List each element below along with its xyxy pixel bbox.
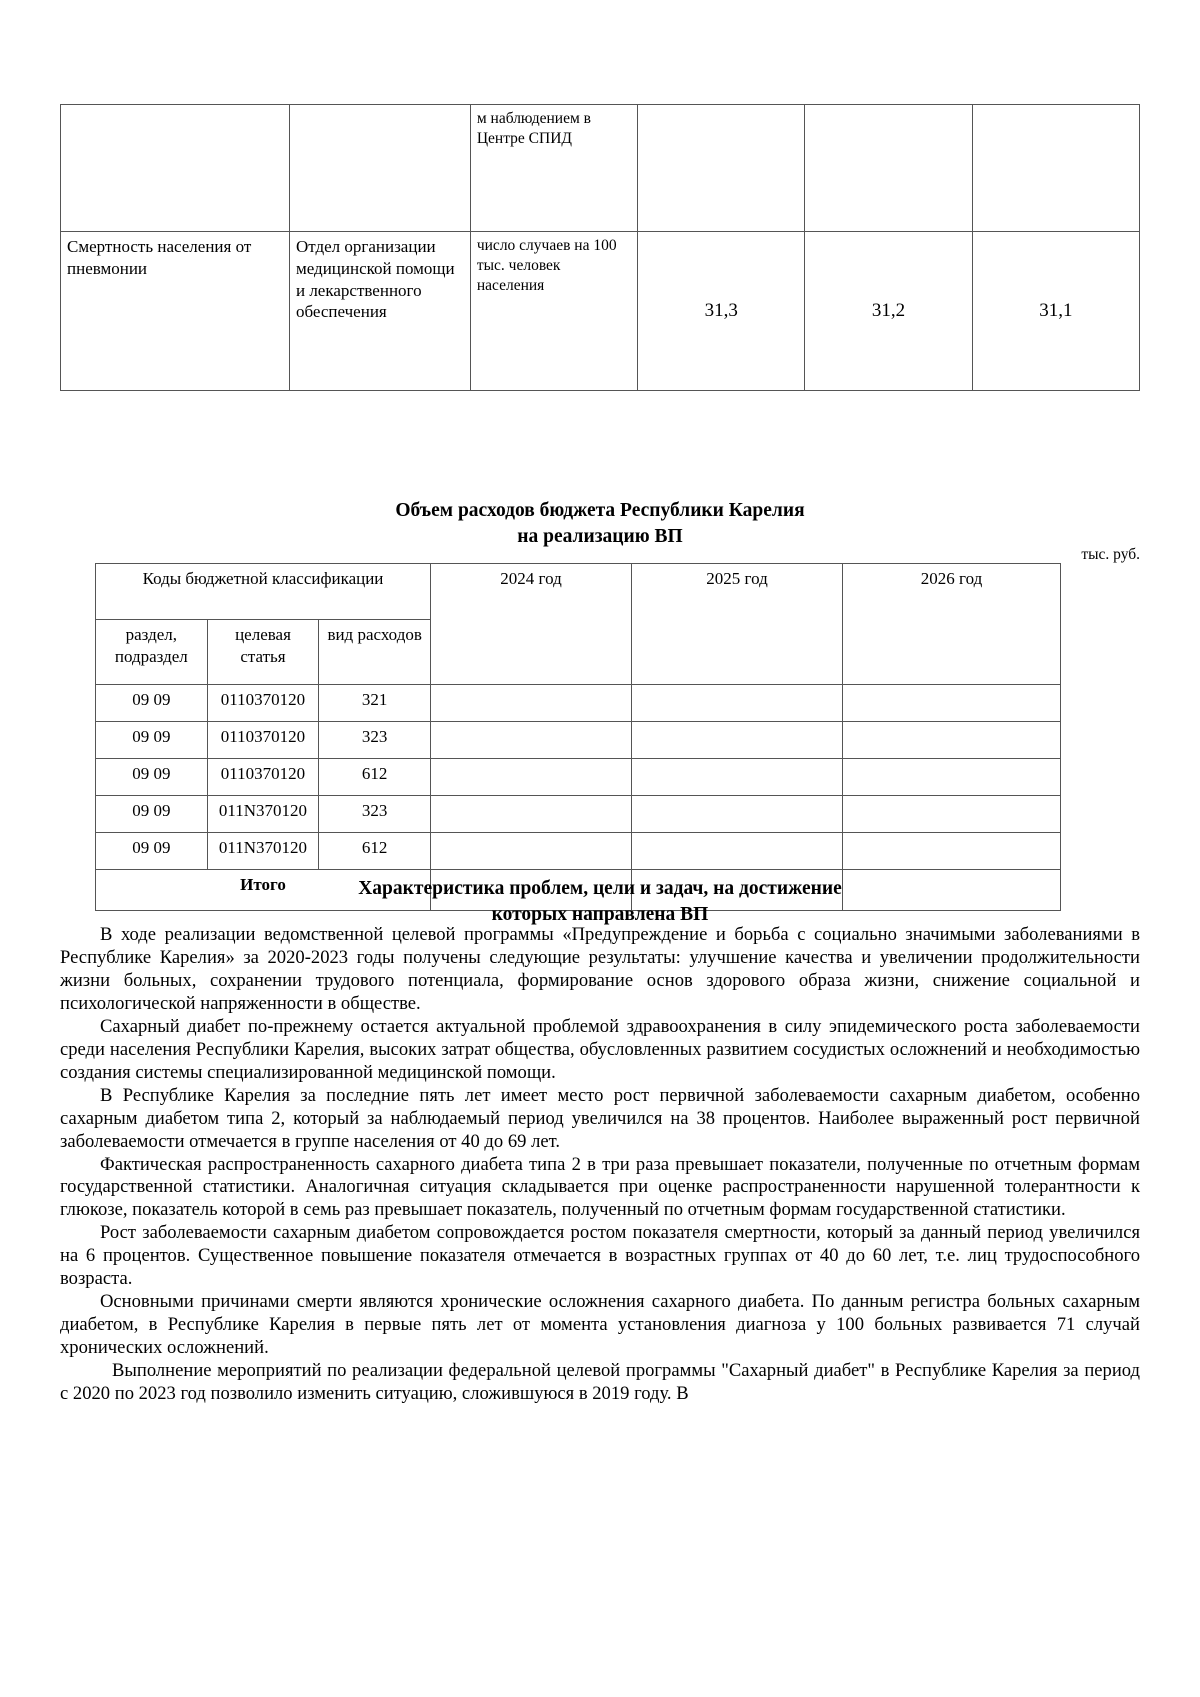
paragraph: В ходе реализации ведомственной целевой программы «Предупреждение и борьба с социально значимыми заболеваниями в Республике Карелия» за 2020-2023 годы получены следующие результаты: улучшение качества и увеличении продолжительности жизни больных, сохранении трудового потенциала, формирование основ здорового образа жизни, снижение социальной и психологической напряженности в обществе. <box>60 924 1140 1014</box>
characteristics-heading-line1: Характеристика проблем, цели и задач, на достижение <box>358 878 842 899</box>
table-row <box>96 759 1061 796</box>
paragraph: Рост заболеваемости сахарным диабетом сопровождается ростом показателя смертности, который за данный период увеличился на 6 процентов. Существенное повышение показателя отмечается в возрастных группах от 40 до 60 лет, т.е. лиц трудоспособного возраста. <box>60 1222 1140 1290</box>
budget-year-header-2026: 2026 год <box>843 564 1061 685</box>
budget-amount-2025 <box>632 722 843 759</box>
table-row <box>61 232 1140 391</box>
budget-section-cell: 09 09 <box>96 833 208 870</box>
budget-target-article-cell: 0110370120 <box>207 685 319 722</box>
budget-heading-line1: Объем расходов бюджета Республики Карелия <box>395 500 805 521</box>
units-note: тыс. руб. <box>1081 546 1140 563</box>
paragraph: Основными причинами смерти являются хронические осложнения сахарного диабета. По данным регистра больных сахарным диабетом, в Республике Карелия в первые пять лет от момента установления диагноза у 100 больных развивается 71 случай хронических осложнений. <box>60 1291 1140 1359</box>
indicator-name-cell: Смертность населения от пневмонии <box>61 232 290 391</box>
budget-expense-type-cell: 612 <box>319 759 431 796</box>
table-row <box>96 833 1061 870</box>
indicator-unit-cell: м наблюдением в Центре СПИД <box>470 105 637 232</box>
budget-amount-2024 <box>431 759 632 796</box>
paragraph: Выполнение мероприятий по реализации федеральной целевой программы "Сахарный диабет" в Республике Карелия за период с 2020 по 2023 год позволило изменить ситуацию, сложившуюся в 2019 году. В <box>60 1360 1140 1405</box>
budget-amount-2026 <box>843 796 1061 833</box>
indicator-department-cell: Отдел организации медицинской помощи и лекарственного обеспечения <box>289 232 470 391</box>
budget-target-article-cell: 011N370120 <box>207 796 319 833</box>
budget-target-article-cell: 0110370120 <box>207 722 319 759</box>
table-row <box>61 105 1140 232</box>
budget-amount-2026 <box>843 833 1061 870</box>
budget-table-body <box>96 564 1061 911</box>
budget-amount-2026 <box>843 685 1061 722</box>
budget-amount-2026 <box>843 759 1061 796</box>
budget-subheader-expense-type: вид расходов <box>319 620 431 685</box>
budget-section-cell: 09 09 <box>96 759 208 796</box>
table-row <box>96 796 1061 833</box>
budget-year-header-2024: 2024 год <box>431 564 632 685</box>
budget-amount-2024 <box>431 833 632 870</box>
budget-section-cell: 09 09 <box>96 796 208 833</box>
indicator-unit-cell: число случаев на 100 тыс. человек населения <box>470 232 637 391</box>
indicator-name-cell <box>61 105 290 232</box>
table-row <box>96 685 1061 722</box>
budget-amount-2025 <box>632 685 843 722</box>
budget-subheader-target-article: целевая статья <box>207 620 319 685</box>
budget-expense-type-cell: 321 <box>319 685 431 722</box>
indicator-value-2026: 31,1 <box>972 232 1139 391</box>
budget-total-label: Итого <box>96 870 431 911</box>
budget-amount-2026 <box>843 722 1061 759</box>
indicators-table <box>60 104 1140 391</box>
budget-expense-type-cell: 323 <box>319 722 431 759</box>
budget-expense-type-cell: 612 <box>319 833 431 870</box>
budget-year-header-2025: 2025 год <box>632 564 843 685</box>
budget-amount-2024 <box>431 796 632 833</box>
indicators-table-body <box>61 105 1140 391</box>
budget-target-article-cell: 011N370120 <box>207 833 319 870</box>
budget-expense-type-cell: 323 <box>319 796 431 833</box>
indicator-value-2024 <box>638 105 805 232</box>
indicator-value-2024: 31,3 <box>638 232 805 391</box>
budget-target-article-cell: 0110370120 <box>207 759 319 796</box>
budget-section-cell: 09 09 <box>96 722 208 759</box>
characteristics-heading <box>0 876 1200 927</box>
budget-amount-2025 <box>632 759 843 796</box>
budget-heading-line2: на реализацию ВП <box>517 525 683 547</box>
budget-table-header-row <box>96 564 1061 620</box>
paragraph: Фактическая распространенность сахарного диабета типа 2 в три раза превышает показатели, полученные по отчетным формам государственной статистики. Аналогичная ситуация складывается при оценке распространенности нарушенной толерантности к глюкозе, показатель которой в семь раз превышает показатель, полученный по отчетным формам государственной статистики. <box>60 1153 1140 1221</box>
indicator-value-2025: 31,2 <box>805 232 972 391</box>
body-text <box>60 924 1140 1406</box>
paragraph: В Республике Карелия за последние пять лет имеет место рост первичной заболеваемости сахарным диабетом, особенно сахарным диабетом типа 2, который за наблюдаемый период увеличился на 38 процентов. Наиболее выраженный рост первичной заболеваемости отмечается в группе населения от 40 до 69 лет. <box>60 1084 1140 1152</box>
characteristics-heading-line2: которых направлена ВП <box>491 903 709 925</box>
indicator-value-2025 <box>805 105 972 232</box>
paragraph: Сахарный диабет по-прежнему остается актуальной проблемой здравоохранения в силу эпидемического роста заболеваемости среди населения Республики Карелия, высоких затрат общества, обусловленных развитием сосудистых осложнений и необходимостью создания системы специализированной медицинской помощи. <box>60 1015 1140 1083</box>
budget-heading <box>0 498 1200 549</box>
indicator-department-cell <box>289 105 470 232</box>
budget-amount-2024 <box>431 722 632 759</box>
budget-codes-header: Коды бюджетной классификации <box>96 564 431 620</box>
budget-subheader-section: раздел, подраздел <box>96 620 208 685</box>
budget-amount-2025 <box>632 796 843 833</box>
indicator-value-2026 <box>972 105 1139 232</box>
budget-table <box>95 563 1061 911</box>
budget-amount-2024 <box>431 685 632 722</box>
budget-amount-2025 <box>632 833 843 870</box>
table-row <box>96 722 1061 759</box>
budget-section-cell: 09 09 <box>96 685 208 722</box>
